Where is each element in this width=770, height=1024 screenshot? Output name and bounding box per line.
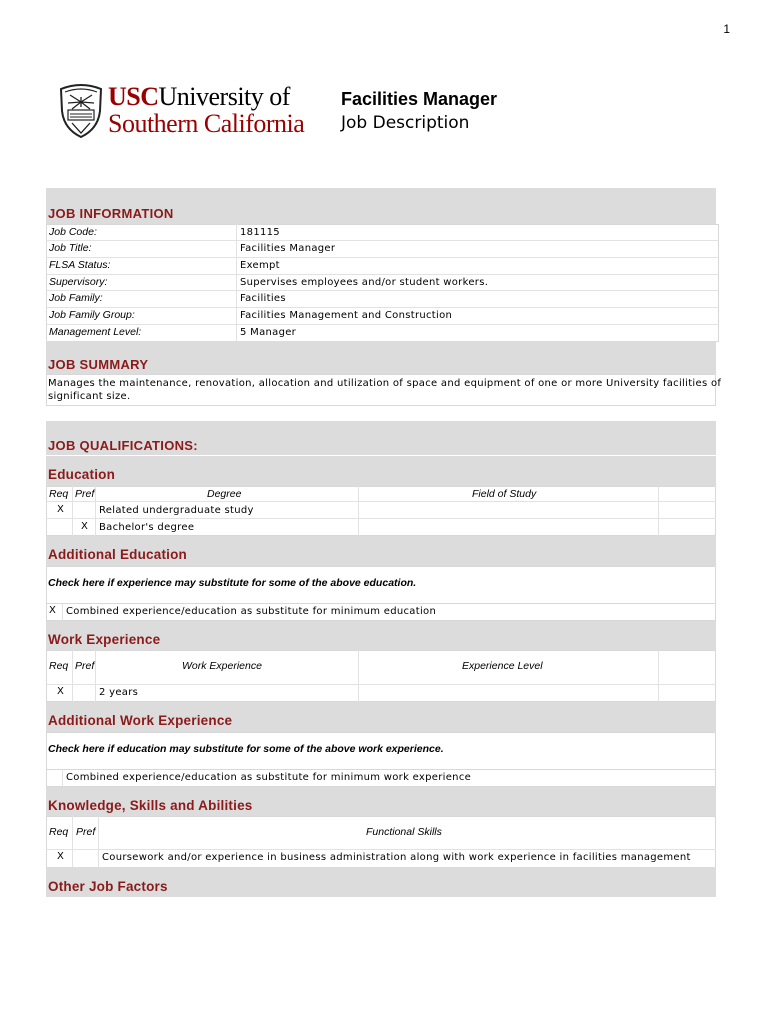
job-code-value: 181115	[240, 227, 280, 238]
education-row1-degree: Related undergraduate study	[99, 505, 254, 516]
work-experience-header: Work Experience	[182, 660, 262, 672]
logo-line1: USCUniversity of	[108, 82, 290, 111]
ksa-req: X	[57, 851, 64, 862]
job-summary-line2: significant size.	[48, 391, 131, 402]
ksa-text: Coursework and/or experience in business administration along with work experience in facilities management	[102, 852, 691, 863]
document-title: Facilities Manager	[341, 89, 498, 109]
additional-education-text: Combined experience/education as substitute for minimum education	[66, 606, 437, 617]
job-information-heading: JOB INFORMATION	[48, 206, 174, 221]
additional-work-note: Check here if education may substitute for some of the above work experience.	[48, 743, 444, 755]
work-experience-req: X	[57, 686, 64, 697]
education-degree-header: Degree	[207, 488, 242, 500]
management-level-label: Management Level:	[49, 326, 142, 338]
flsa-status-label: FLSA Status:	[49, 259, 111, 271]
education-row1-req: X	[57, 504, 64, 515]
job-family-value: Facilities	[240, 293, 286, 304]
job-title-label: Job Title:	[49, 242, 92, 254]
experience-level-header: Experience Level	[462, 660, 543, 672]
education-field-header: Field of Study	[472, 488, 537, 500]
ksa-pref-header: Pref	[76, 826, 96, 838]
work-experience-table	[46, 650, 716, 702]
job-family-group-label: Job Family Group:	[49, 309, 135, 321]
job-title-value: Facilities Manager	[240, 243, 336, 254]
job-family-group-value: Facilities Management and Construction	[240, 310, 453, 321]
logo-line2: Southern California	[108, 109, 305, 138]
additional-work-experience-heading: Additional Work Experience	[48, 713, 233, 728]
supervisory-label: Supervisory:	[49, 276, 108, 288]
management-level-value: 5 Manager	[240, 327, 297, 338]
work-req-header: Req	[49, 660, 69, 672]
usc-seal-icon	[58, 83, 104, 139]
document-subtitle: Job Description	[341, 113, 470, 133]
additional-education-heading: Additional Education	[48, 547, 187, 562]
additional-education-note: Check here if experience may substitute for some of the above education.	[48, 577, 417, 589]
supervisory-value: Supervises employees and/or student workers.	[240, 277, 489, 288]
ksa-skills-header: Functional Skills	[366, 826, 442, 838]
job-qualifications-heading: JOB QUALIFICATIONS:	[48, 438, 198, 453]
job-summary-heading: JOB SUMMARY	[48, 357, 149, 372]
education-pref-header: Pref	[75, 488, 95, 500]
work-experience-value: 2 years	[99, 687, 139, 698]
education-band	[46, 456, 716, 486]
other-job-factors-heading: Other Job Factors	[48, 879, 168, 894]
work-pref-header: Pref	[75, 660, 95, 672]
education-req-header: Req	[49, 488, 69, 500]
job-code-label: Job Code:	[49, 226, 97, 238]
education-row2-degree: Bachelor's degree	[99, 522, 195, 533]
work-experience-heading: Work Experience	[48, 632, 161, 647]
education-heading: Education	[48, 467, 116, 482]
ksa-req-header: Req	[49, 826, 69, 838]
job-summary-line1: Manages the maintenance, renovation, allocation and utilization of space and equipment of one or more University facilities of	[48, 378, 722, 389]
education-row2-pref: X	[81, 521, 88, 532]
ksa-heading: Knowledge, Skills and Abilities	[48, 798, 253, 813]
job-family-label: Job Family:	[49, 292, 103, 304]
additional-education-mark: X	[49, 605, 56, 616]
page-number: 1	[723, 22, 730, 36]
flsa-status-value: Exempt	[240, 260, 280, 271]
additional-work-text: Combined experience/education as substitute for minimum work experience	[66, 772, 472, 783]
